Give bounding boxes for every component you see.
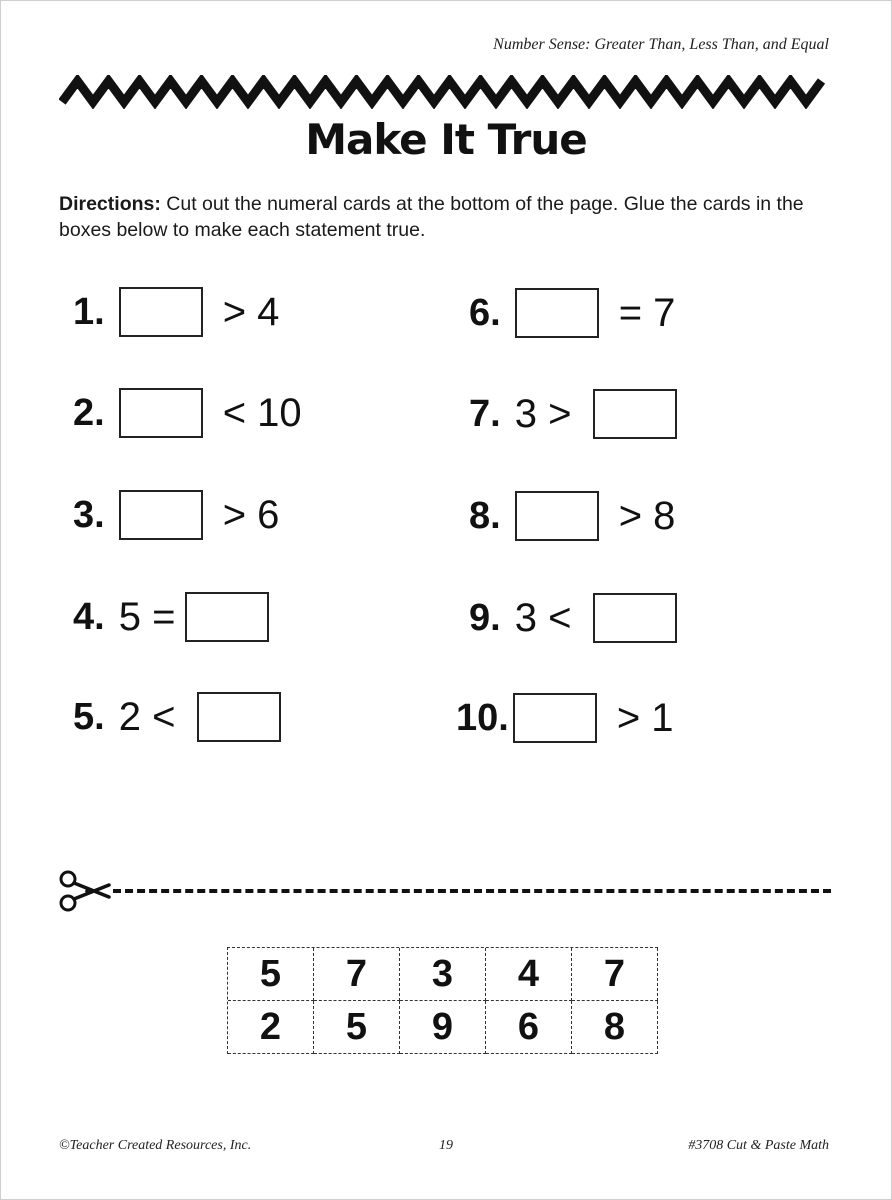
scissors-icon xyxy=(57,869,113,913)
answer-box[interactable] xyxy=(515,491,599,541)
problem-5 xyxy=(73,689,281,745)
problem-7 xyxy=(469,386,677,442)
numeral-card[interactable]: 5 xyxy=(228,948,314,1001)
problem-comparison: < 10 xyxy=(222,390,302,435)
problem-1 xyxy=(73,284,279,340)
problem-2 xyxy=(73,385,302,441)
numeral-card[interactable]: 2 xyxy=(228,1001,314,1054)
problem-comparison: 3 < xyxy=(514,595,572,640)
problem-10 xyxy=(456,690,674,746)
problem-number: 1. xyxy=(73,290,105,333)
problem-comparison: 2 < xyxy=(118,694,176,739)
problem-6 xyxy=(469,285,675,341)
answer-box[interactable] xyxy=(515,288,599,338)
problem-comparison: > 6 xyxy=(222,492,280,537)
problem-9 xyxy=(469,590,677,646)
problem-4 xyxy=(73,589,269,645)
answer-box[interactable] xyxy=(119,287,203,337)
numeral-card[interactable]: 4 xyxy=(486,948,572,1001)
problem-number: 5. xyxy=(73,695,105,738)
problem-comparison: > 4 xyxy=(222,289,280,334)
problem-comparison: = 7 xyxy=(618,290,676,335)
answer-box[interactable] xyxy=(119,490,203,540)
problem-comparison: > 1 xyxy=(616,695,674,740)
problem-number: 8. xyxy=(469,494,501,537)
problem-number: 4. xyxy=(73,595,105,638)
zigzag-border xyxy=(59,75,833,109)
directions-text xyxy=(59,191,829,243)
problem-8 xyxy=(469,488,675,544)
numeral-card[interactable]: 6 xyxy=(486,1001,572,1054)
cut-line xyxy=(113,889,831,893)
numeral-card[interactable]: 7 xyxy=(314,948,400,1001)
answer-box[interactable] xyxy=(513,693,597,743)
footer-page-number: 19 xyxy=(439,1138,453,1153)
problem-comparison: 3 > xyxy=(514,391,572,436)
numeral-card[interactable]: 7 xyxy=(572,948,658,1001)
problem-number: 3. xyxy=(73,493,105,536)
problem-number: 2. xyxy=(73,391,105,434)
numeral-card[interactable]: 9 xyxy=(400,1001,486,1054)
directions-label: Directions: xyxy=(59,193,161,215)
numeral-card[interactable]: 3 xyxy=(400,948,486,1001)
answer-box[interactable] xyxy=(593,389,677,439)
numeral-cards xyxy=(227,947,658,1054)
answer-box[interactable] xyxy=(197,692,281,742)
problem-comparison: 5 = xyxy=(118,594,176,639)
problem-3 xyxy=(73,487,279,543)
subject-header: Number Sense: Greater Than, Less Than, and Equal xyxy=(493,36,829,53)
problem-number: 10. xyxy=(456,696,509,739)
footer-copyright: ©Teacher Created Resources, Inc. xyxy=(59,1138,252,1153)
footer-product-code: #3708 Cut & Paste Math xyxy=(688,1138,829,1153)
problem-number: 6. xyxy=(469,291,501,334)
problem-number: 7. xyxy=(469,392,501,435)
answer-box[interactable] xyxy=(593,593,677,643)
numeral-card[interactable]: 8 xyxy=(572,1001,658,1054)
problem-comparison: > 8 xyxy=(618,493,676,538)
answer-box[interactable] xyxy=(185,592,269,642)
page-title: Make It True xyxy=(305,115,587,164)
numeral-card[interactable]: 5 xyxy=(314,1001,400,1054)
problem-number: 9. xyxy=(469,596,501,639)
answer-box[interactable] xyxy=(119,388,203,438)
directions-body: Cut out the numeral cards at the bottom of the page. Glue the cards in the boxes below to make each statement true. xyxy=(59,193,804,241)
